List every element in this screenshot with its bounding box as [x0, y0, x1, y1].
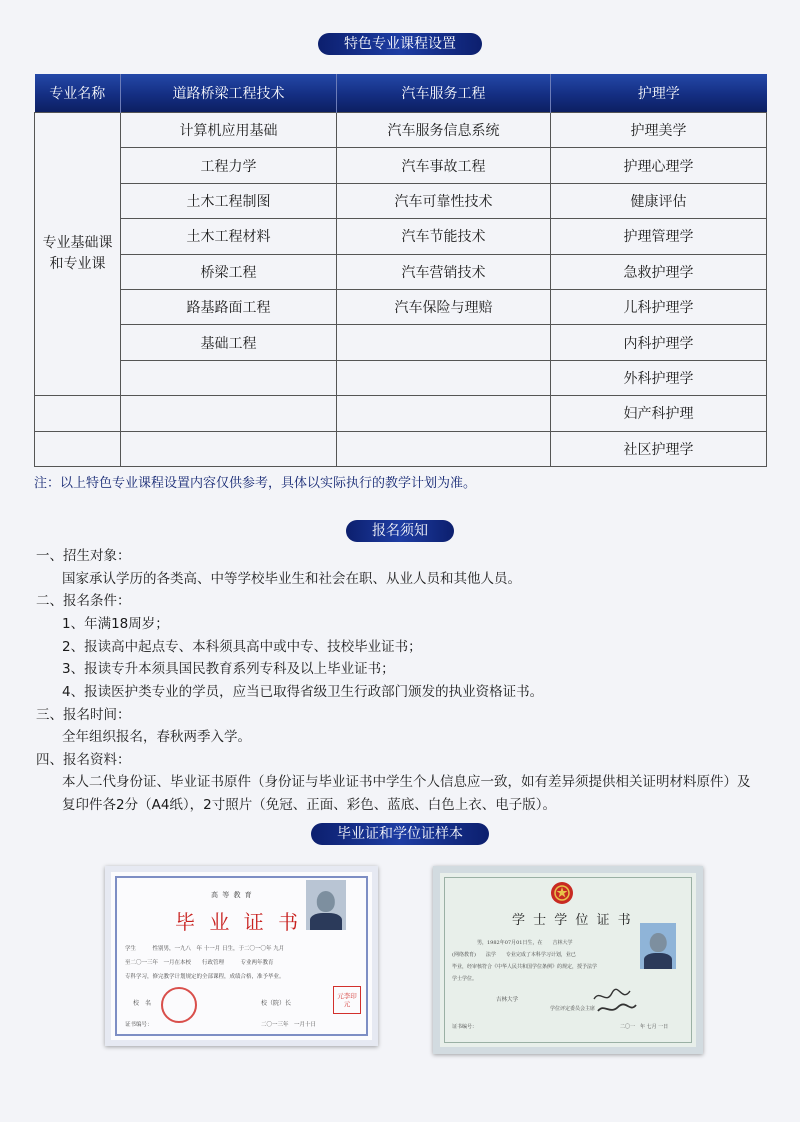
graduation-certificate-image: [105, 866, 378, 1046]
course-section-title: 特色专业课程设置: [318, 33, 482, 55]
graduate-photo: [640, 923, 676, 969]
table-row: [35, 113, 767, 148]
header-auto-service: 汽车服务工程: [337, 74, 551, 113]
registration-text: 2、报读高中起点专、本科须具高中或中专、技校毕业证书；: [62, 639, 422, 655]
degree-body-line: 毕业，经审核符合《中华人民共和国学位条例》的规定，授予法学: [452, 964, 598, 970]
cert-body-line: 专科学习，修完教学计划规定的全部课程，成绩合格，准予毕业。: [125, 974, 285, 980]
table-cell: [337, 325, 551, 360]
registration-text: 国家承认学历的各类高、中等学校毕业生和社会在职、从业人员和其他人员。: [62, 571, 521, 587]
cert-body-line: 至二〇一三年 一月在本校 行政管理 专业两年教育: [125, 960, 274, 966]
table-cell: [121, 396, 337, 431]
registration-heading-materials: 四、报名资料：: [36, 752, 131, 768]
table-row: [35, 148, 767, 183]
header-nursing: 护理学: [551, 74, 767, 113]
table-cell: 内科护理学: [551, 325, 767, 360]
header-road-bridge: 道路桥梁工程技术: [121, 74, 337, 113]
table-cell: 社区护理学: [551, 431, 767, 466]
degree-body-line: 男，1982年07月01日生，在 吉林大学: [452, 940, 573, 946]
table-row: [35, 183, 767, 218]
cert-number-label: 证书编号：: [125, 1022, 153, 1028]
registration-heading-conditions: 二、报名条件：: [36, 593, 131, 609]
table-cell: 计算机应用基础: [121, 113, 337, 148]
degree-body-line: (网络教育) 法学 专业完成了本科学习计划，业已: [452, 952, 576, 958]
table-row: [35, 431, 767, 466]
registration-title: 报名须知: [346, 520, 454, 542]
registration-text: 本人二代身份证、毕业证书原件（身份证与毕业证书中学生个人信息应一致，如有差异须提供相关证明材料原件）及: [62, 774, 751, 790]
table-cell: 护理心理学: [551, 148, 767, 183]
category-line-1: 专业基础课: [42, 235, 113, 252]
table-cell: 汽车节能技术: [337, 219, 551, 254]
certificates-title: 毕业证和学位证样本: [311, 823, 489, 845]
table-cell: 外科护理学: [551, 360, 767, 395]
degree-number-label: 证书编号：: [452, 1024, 478, 1030]
course-table-header-row: [35, 74, 767, 113]
table-cell: 桥梁工程: [121, 254, 337, 289]
president-stamp: [333, 986, 361, 1014]
table-cell: [337, 360, 551, 395]
table-cell: 基础工程: [121, 325, 337, 360]
table-cell: 路基路面工程: [121, 289, 337, 324]
table-cell: 护理管理学: [551, 219, 767, 254]
degree-heading: 学 士 学 位 证 书: [512, 913, 633, 928]
registration-heading-target: 一、招生对象：: [36, 548, 131, 564]
table-cell: 土木工程材料: [121, 219, 337, 254]
registration-text: 3、报读专升本须具国民教育系列专科及以上毕业证书；: [62, 661, 395, 677]
degree-committee: 学位评定委员会主席: [550, 1006, 596, 1012]
table-cell: 汽车服务信息系统: [337, 113, 551, 148]
signature-icon: [590, 985, 640, 1017]
table-row: [35, 325, 767, 360]
registration-text: 4、报读医护类专业的学员，应当已取得省级卫生行政部门颁发的执业资格证书。: [62, 684, 544, 700]
table-row: [35, 219, 767, 254]
table-cell: 汽车事故工程: [337, 148, 551, 183]
table-cell: [337, 396, 551, 431]
table-cell: 汽车保险与理赔: [337, 289, 551, 324]
table-cell: 汽车可靠性技术: [337, 183, 551, 218]
header-major-name: 专业名称: [35, 74, 121, 113]
degree-school: 吉林大学: [496, 997, 519, 1003]
president-stamp-text: 元李印元: [337, 992, 357, 1008]
table-cell: 健康评估: [551, 183, 767, 218]
degree-certificate-image: [433, 866, 703, 1054]
cert-top-text: 高 等 教 育: [211, 891, 253, 899]
cert-school-label: 校 名: [133, 1000, 152, 1007]
table-cell: 护理美学: [551, 113, 767, 148]
cert-heading: 毕 业 证 书: [175, 910, 303, 934]
table-cell: 急救护理学: [551, 254, 767, 289]
table-cell-empty: [35, 431, 121, 466]
table-cell-empty: [35, 396, 121, 431]
category-cell: [35, 113, 121, 396]
cert-date: 二〇一三年 一月十日: [261, 1022, 317, 1028]
course-note: 注：以上特色专业课程设置内容仅供参考，具体以实际执行的教学计划为准。: [34, 476, 477, 491]
degree-date: 二〇一 年 七月 一日: [620, 1024, 669, 1030]
table-cell: 妇产科护理: [551, 396, 767, 431]
degree-body-line: 学士学位。: [452, 976, 478, 982]
table-cell: [121, 431, 337, 466]
registration-text: 复印件各2分（A4纸），2寸照片（免冠、正面、彩色、蓝底、白色上衣、电子版）。: [62, 797, 557, 813]
table-cell: 土木工程制图: [121, 183, 337, 218]
school-seal: [161, 987, 197, 1023]
table-cell: 工程力学: [121, 148, 337, 183]
table-row: [35, 396, 767, 431]
table-cell: [121, 360, 337, 395]
table-row: [35, 360, 767, 395]
registration-text: 全年组织报名，春秋两季入学。: [62, 729, 251, 745]
table-row: [35, 254, 767, 289]
course-table: [34, 74, 767, 467]
table-cell: 儿科护理学: [551, 289, 767, 324]
cert-body-line: 学生 性别男，一九八 年 十一月 日生，于二〇一〇年 九月: [125, 946, 285, 952]
national-emblem-icon: [550, 881, 574, 905]
table-row: [35, 289, 767, 324]
table-cell: 汽车营销技术: [337, 254, 551, 289]
cert-president-label: 校（院）长: [261, 1000, 292, 1007]
table-cell: [337, 431, 551, 466]
registration-text: 1、年满18周岁；: [62, 616, 169, 632]
student-photo: [306, 880, 346, 930]
registration-heading-time: 三、报名时间：: [36, 707, 131, 723]
category-line-2: 和专业课: [49, 256, 106, 273]
